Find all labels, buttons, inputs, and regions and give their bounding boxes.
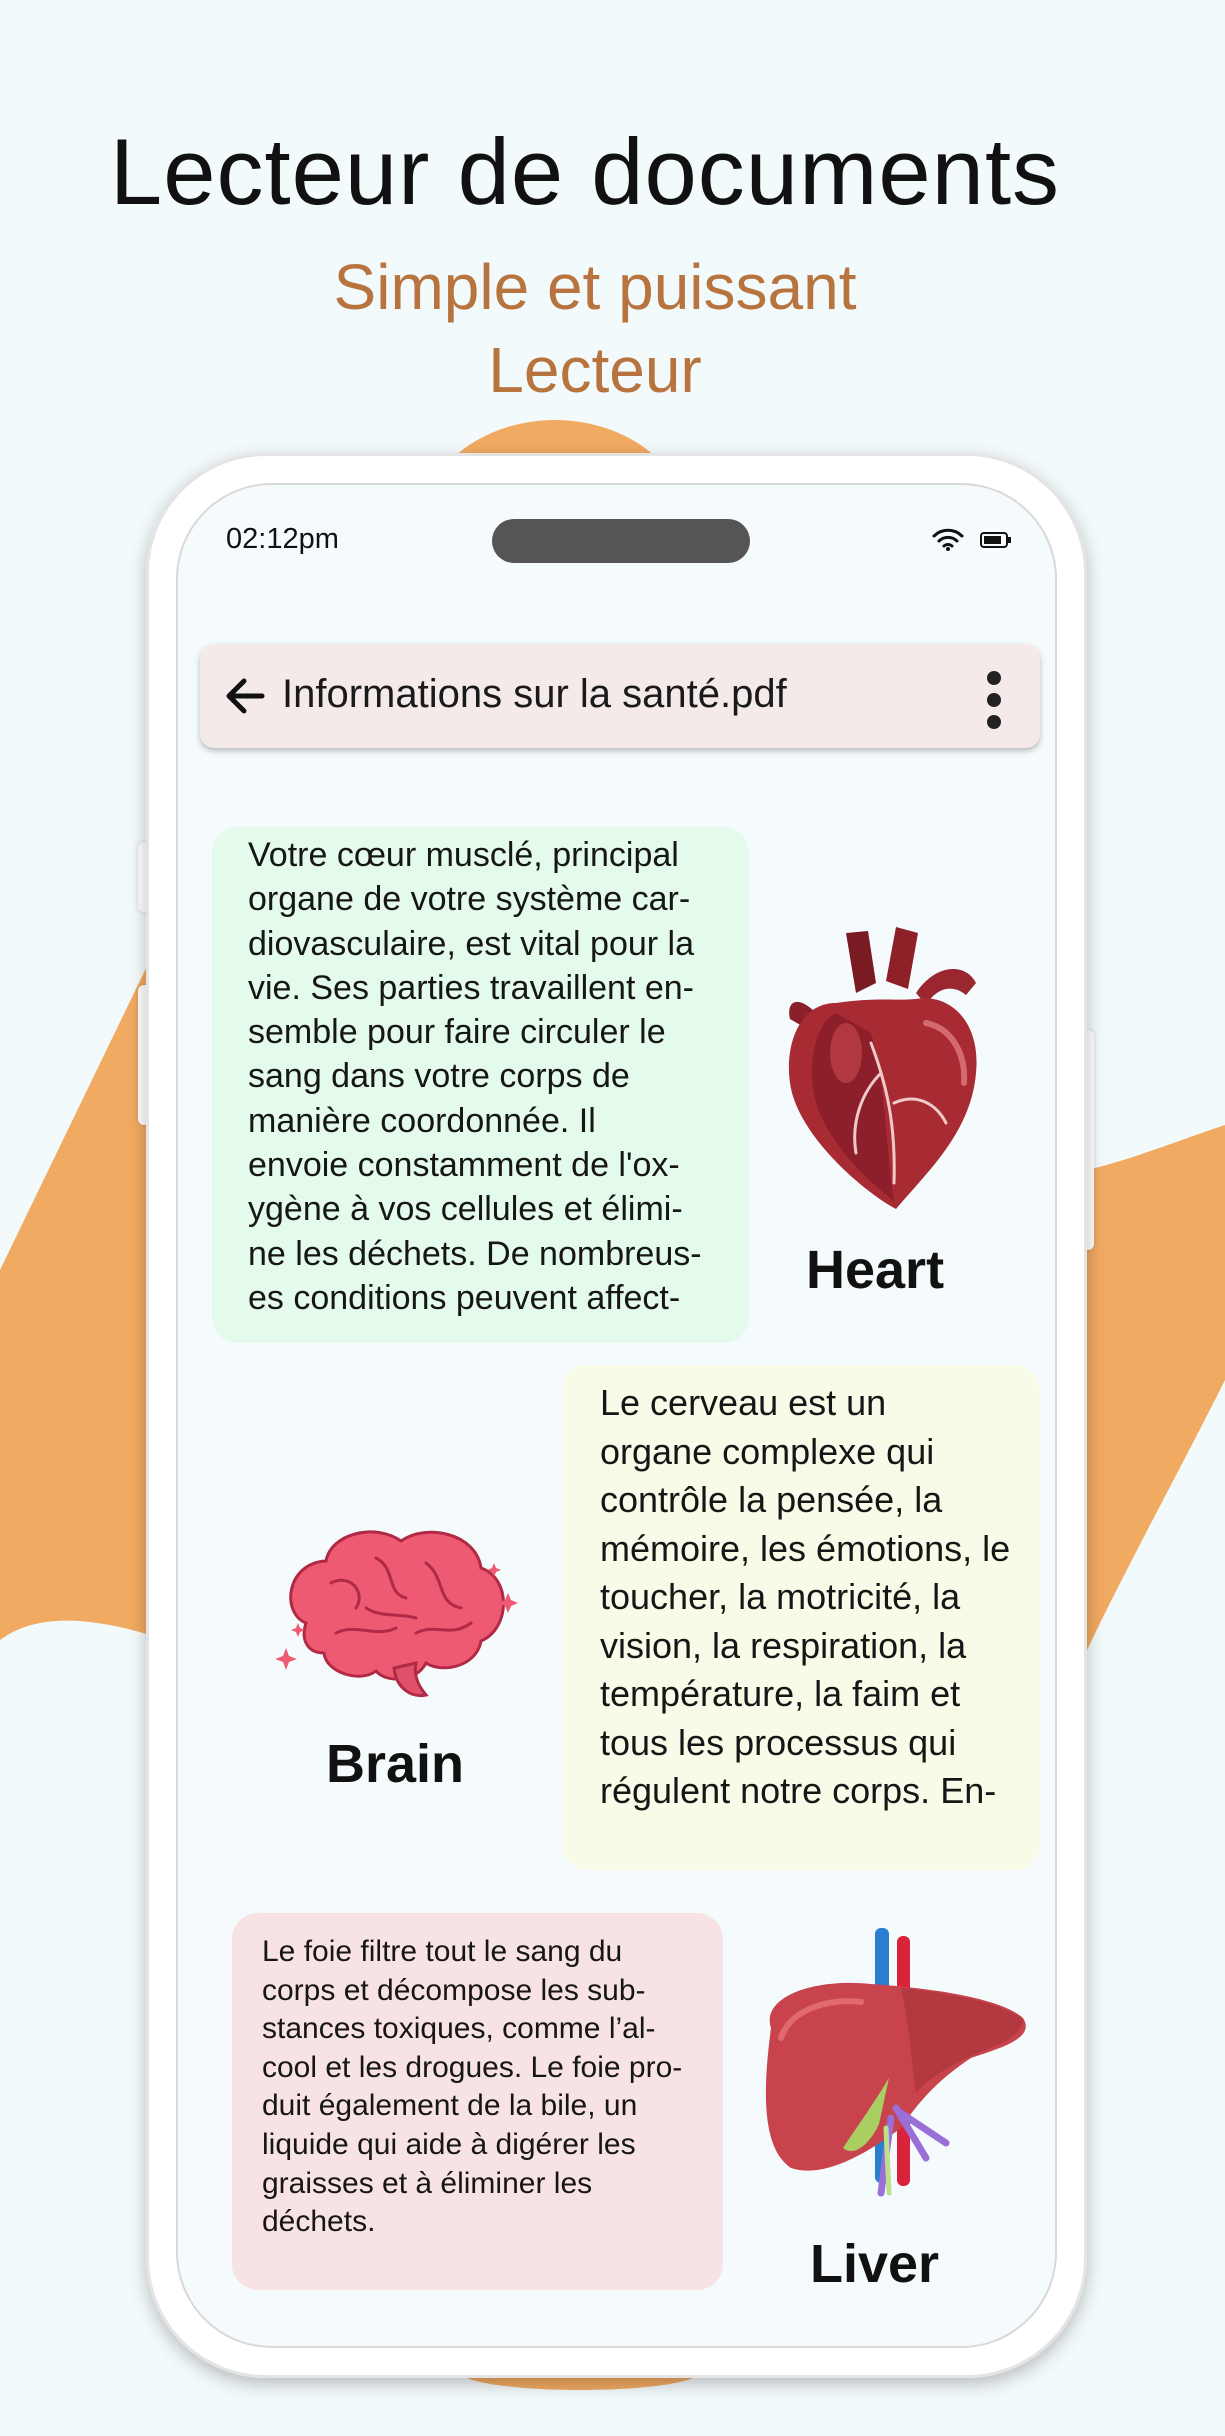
more-vertical-icon[interactable] [986, 670, 1002, 730]
text-line: mémoire, les émotions, le [600, 1527, 1011, 1569]
text-line: corps et décompose les sub- [262, 1973, 646, 2007]
text-line: ygène à vos cellules et élimi- [248, 1190, 683, 1229]
phone-screen [176, 483, 1057, 2348]
text-line: liquide qui aide à digérer les [262, 2127, 636, 2161]
liver-text-card [232, 1913, 723, 2290]
text-line: tous les processus qui [600, 1721, 957, 1763]
text-line: toucher, la motricité, la [600, 1576, 961, 1617]
text-line: diovasculaire, est vital pour la [248, 924, 695, 963]
document-title: Informations sur la santé.pdf [282, 672, 787, 716]
text-line: contrôle la pensée, la [600, 1479, 943, 1520]
liver-caption: Liver [810, 2234, 940, 2294]
heart-illustration [776, 923, 986, 1213]
promo-title: Lecteur de documents [109, 119, 1061, 224]
promo-subtitle-second-line: Lecteur [488, 334, 702, 406]
text-line: manière coordonnée. Il [248, 1101, 596, 1140]
text-line: ne les déchets. De nombreus- [248, 1234, 702, 1273]
text-line: organe complexe qui [600, 1430, 935, 1472]
battery-icon [980, 531, 1012, 549]
heart-text-card [212, 827, 749, 1343]
text-line: vision, la respiration, la [600, 1624, 967, 1666]
text-line: semble pour faire circuler le [248, 1013, 666, 1052]
text-line: régulent notre corps. En- [600, 1770, 997, 1811]
text-line: cool et les drogues. Le foie pro- [262, 2050, 683, 2084]
text-line: déchets. [262, 2205, 376, 2239]
promo-subtitle: Simple et puissant [333, 251, 857, 323]
text-line: Votre cœur musclé, principal [248, 836, 679, 874]
camera-notch [492, 519, 750, 563]
arrow-left-icon[interactable] [224, 676, 266, 716]
brain-illustration [276, 1523, 521, 1713]
text-line: organe de votre système car- [248, 880, 691, 919]
text-line: es conditions peuvent affect- [248, 1278, 681, 1317]
text-line: vie. Ses parties travaillent en- [248, 968, 694, 1007]
text-line: Le cerveau est un [600, 1382, 887, 1423]
text-line: Le foie filtre tout le sang du [262, 1935, 623, 1968]
document-toolbar [200, 644, 1040, 748]
wifi-icon [932, 527, 964, 551]
phone-frame [146, 453, 1087, 2378]
brain-text-card [562, 1365, 1040, 1870]
status-time: 02:12pm [226, 523, 339, 555]
text-line: stances toxiques, comme l’al- [262, 2012, 656, 2046]
brain-caption: Brain [326, 1734, 465, 1794]
heart-caption: Heart [806, 1240, 945, 1300]
text-line: graisses et à éliminer les [262, 2166, 593, 2200]
text-line: envoie constamment de l'ox- [248, 1146, 680, 1185]
liver-illustration [751, 1928, 1036, 2198]
text-line: duit également de la bile, un [262, 2089, 638, 2123]
text-line: sang dans votre corps de [248, 1057, 630, 1096]
text-line: température, la faim et [600, 1673, 961, 1714]
